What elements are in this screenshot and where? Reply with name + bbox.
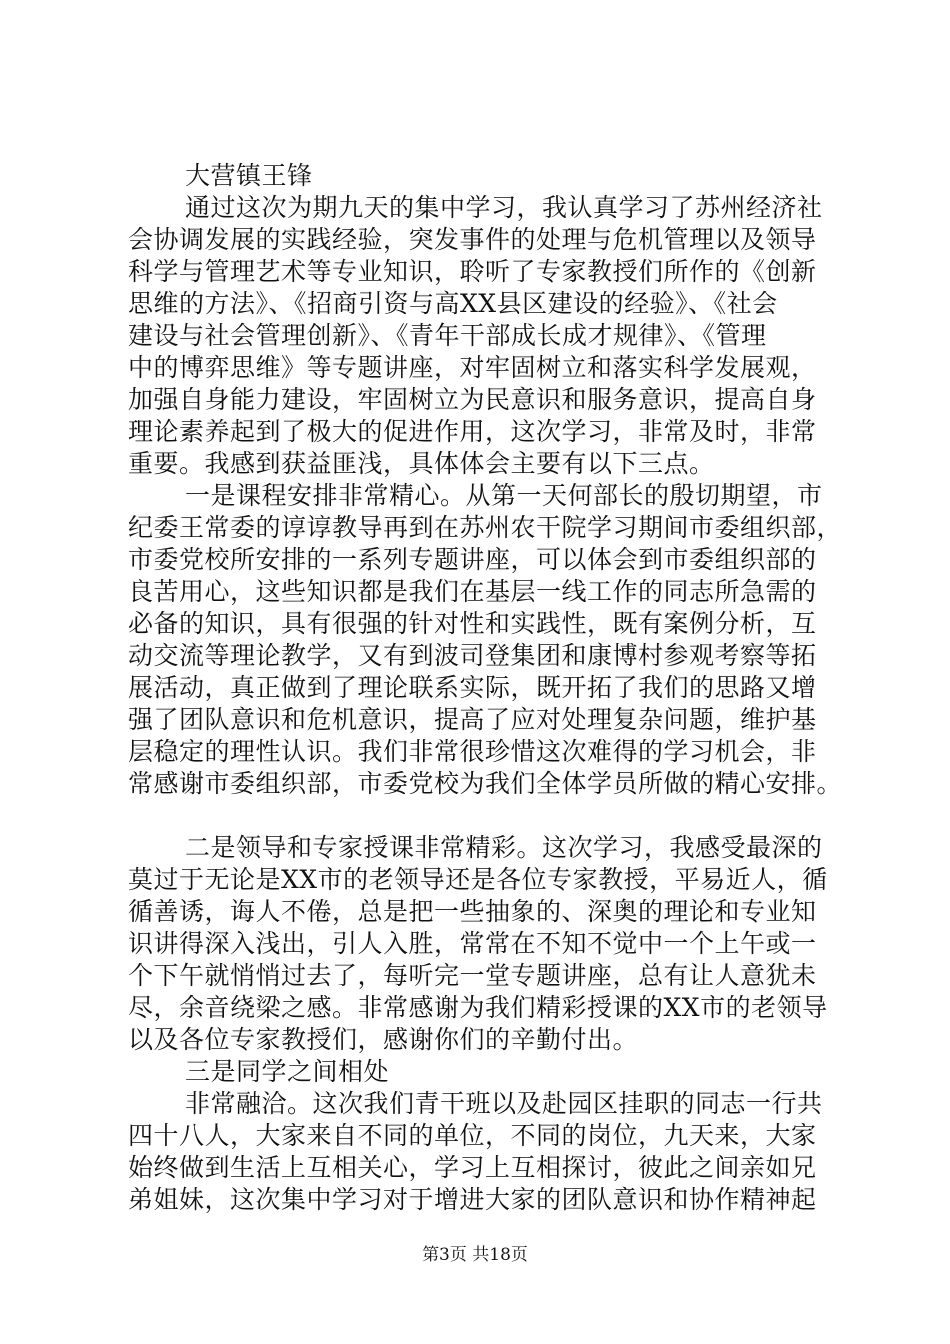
paragraph-line: 会协调发展的实践经验，突发事件的处理与危机管理以及领导 (128, 225, 817, 254)
paragraph-line: 思维的方法》、《招商引资与高XX县区建设的经验》、《社会 (128, 289, 778, 318)
paragraph-line: 尽，余音绕梁之感。非常感谢为我们精彩授课的XX市的老领导 (128, 993, 828, 1022)
paragraph-line: 展活动，真正做到了理论联系实际，既开拓了我们的思路又增 (128, 673, 817, 702)
paragraph-line: 良苦用心，这些知识都是我们在基层一线工作的同志所急需的 (128, 577, 817, 606)
paragraph-line: 始终做到生活上互相关心，学习上互相探讨，彼此之间亲如兄 (128, 1153, 817, 1182)
paragraph-line: 层稳定的理性认识。我们非常很珍惜这次难得的学习机会，非 (128, 737, 817, 766)
paragraph-line: 必备的知识，具有很强的针对性和实践性，既有案例分析，互 (128, 609, 817, 638)
paragraph-line: 个下午就悄悄过去了，每听完一堂专题讲座，总有让人意犹未 (128, 961, 817, 990)
paragraph-line: 科学与管理艺术等专业知识，聆听了专家教授们所作的《创新 (128, 257, 817, 286)
document-body (128, 160, 843, 1216)
paragraph-line: 循善诱，诲人不倦，总是把一些抽象的、深奥的理论和专业知 (128, 897, 817, 926)
paragraph-line: 理论素养起到了极大的促进作用，这次学习，非常及时，非常 (128, 417, 817, 446)
paragraph-line: 非常融洽。这次我们青干班以及赴园区挂职的同志一行共 (185, 1089, 823, 1118)
paragraph-line: 三是同学之间相处 (185, 1057, 390, 1086)
paragraph-line: 重要。我感到获益匪浅，具体体会主要有以下三点。 (128, 449, 715, 478)
paragraph-line: 一是课程安排非常精心。从第一天何部长的殷切期望，市 (185, 481, 823, 510)
paragraph-line: 中的博弈思维》等专题讲座，对牢固树立和落实科学发展观， (128, 353, 817, 382)
paragraph-line: 通过这次为期九天的集中学习，我认真学习了苏州经济社 (185, 193, 823, 222)
paragraph-line: 二是领导和专家授课非常精彩。这次学习，我感受最深的 (185, 833, 823, 862)
paragraph-line: 常感谢市委组织部，市委党校为我们全体学员所做的精心安排。 (128, 769, 843, 798)
paragraph-line: 加强自身能力建设，牢固树立为民意识和服务意识，提高自身 (128, 385, 817, 414)
paragraph-gap (128, 800, 838, 832)
paragraph-line: 建设与社会管理创新》、《青年干部成长成才规律》、《管理 (128, 321, 767, 350)
paragraph-line: 强了团队意识和危机意识，提高了应对处理复杂问题，维护基 (128, 705, 817, 734)
paragraph-line: 以及各位专家教授们，感谢你们的辛勤付出。 (128, 1025, 639, 1054)
paragraph-line: 纪委王常委的谆谆教导再到在苏州农干院学习期间市委组织部， (128, 513, 843, 542)
paragraph-line: 弟姐妹，这次集中学习对于增进大家的团队意识和协作精神起 (128, 1185, 817, 1214)
author-line: 大营镇王锋 (185, 161, 313, 190)
paragraph-line: 莫过于无论是XX市的老领导还是各位专家教授，平易近人，循 (128, 865, 828, 894)
paragraph-line: 动交流等理论教学，又有到波司登集团和康博村参观考察等拓 (128, 641, 817, 670)
paragraph-line: 识讲得深入浅出，引人入胜，常常在不知不觉中一个上午或一 (128, 929, 817, 958)
paragraph-line: 市委党校所安排的一系列专题讲座，可以体会到市委组织部的 (128, 545, 817, 574)
paragraph-line: 四十八人，大家来自不同的单位，不同的岗位，九天来，大家 (128, 1121, 817, 1150)
page-number-footer: 第3页 共18页 (422, 1245, 528, 1265)
